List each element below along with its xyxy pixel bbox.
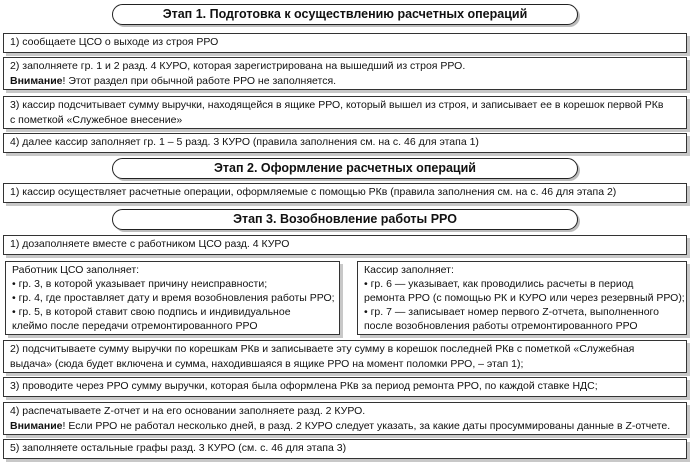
step-text-cont: выдача» (сюда будет включена и сумма, находившаяся в ящике РРО на момент поломки РРО, – этап 1);: [10, 358, 524, 370]
cashier-line: ремонта РРО (с помощью РК и КУРО или через резервный РРО);: [364, 292, 685, 304]
attention-label: Внимание: [10, 75, 63, 87]
step-text: 2) заполняете гр. 1 и 2 разд. 4 КУРО, которая зарегистрирована на вышедший из строя РРО.: [10, 60, 466, 72]
step-text-cont: с пометкой «Служебное внесение»: [10, 114, 183, 126]
cso-worker-line: • гр. 4, где проставляет дату и время возобновления работы РРО;: [12, 292, 335, 304]
stage-3-step-4: [3, 402, 687, 435]
step-text: 3) кассир подсчитывает сумму выручки, находящейся в ящике РРО, который вышел из строя, и записывает ее в корешок первой РКв: [10, 99, 664, 111]
cso-worker-box: [5, 261, 340, 335]
stage-3-step-2: [3, 340, 687, 373]
step-text: 3) проводите через РРО сумму выручки, которая была оформлена РКв за период ремонта РРО, по каждой ставке НДС;: [10, 380, 598, 392]
step-text: 4) распечатываете Z-отчет и на его основании заполняете разд. 2 КУРО.: [10, 405, 366, 417]
cso-worker-heading: Работник ЦСО заполняет:: [12, 264, 140, 276]
step-text: 4) далее кассир заполняет гр. 1 – 5 разд. 3 КУРО (правила заполнения см. на с. 46 для этапа 1): [10, 136, 479, 148]
stage-2-step-1: [3, 183, 687, 203]
attention-text: ! Этот раздел при обычной работе РРО не заполняется.: [62, 75, 337, 87]
stage-1-step-4: [3, 133, 687, 153]
stage-1-step-3: [3, 96, 687, 129]
cashier-box: [357, 261, 687, 335]
stage-3-title: Этап 3. Возобновление работы РРО: [112, 209, 578, 230]
stage-3-step-1: [3, 235, 687, 255]
cashier-line: после возобновления работы отремонтированного РРО: [364, 320, 638, 332]
stage-3-step-5: [3, 439, 687, 459]
step-text: 5) заполняете остальные графы разд. 3 КУРО (см. с. 46 для этапа 3): [10, 442, 347, 454]
cso-worker-line: клеймо после передачи отремонтированного РРО: [12, 320, 258, 332]
cashier-heading: Кассир заполняет:: [364, 264, 454, 276]
cso-worker-line: • гр. 5, в которой ставит свою подпись и индивидуальное: [12, 306, 291, 318]
cashier-line: • гр. 7 — записывает номер первого Z-отчета, выполненного: [364, 306, 659, 318]
stage-2-title: Этап 2. Оформление расчетных операций: [112, 158, 578, 179]
attention-note: [10, 419, 680, 434]
stage-1-step-2: [3, 57, 687, 90]
stage-1-title: Этап 1. Подготовка к осуществлению расчетных операций: [112, 4, 578, 25]
step-text: 2) подсчитываете сумму выручки по корешкам РКв и записываете эту сумму в корешок последней РКв с пометкой «Служебная: [10, 343, 635, 355]
step-text: 1) кассир осуществляет расчетные операции, оформляемые с помощью РКв (правила заполнения см. на с. 46 для этапа 2): [10, 186, 617, 198]
stage-3-step-3: [3, 377, 687, 397]
attention-label: Внимание: [10, 420, 63, 432]
attention-note: [10, 74, 680, 89]
cso-worker-line: • гр. 3, в которой указывает причину неисправности;: [12, 278, 268, 290]
cashier-line: • гр. 6 — указывает, как проводились расчеты в период: [364, 278, 634, 290]
attention-text: ! Если РРО не работал несколько дней, в разд. 2 КУРО следует указать, за какие даты просуммированы данные в Z-отчете.: [62, 420, 671, 432]
step-text: 1) сообщаете ЦСО о выходе из строя РРО: [10, 36, 219, 48]
step-text: 1) дозаполняете вместе с работником ЦСО разд. 4 КУРО: [10, 238, 290, 250]
stage-1-step-1: [3, 33, 687, 53]
